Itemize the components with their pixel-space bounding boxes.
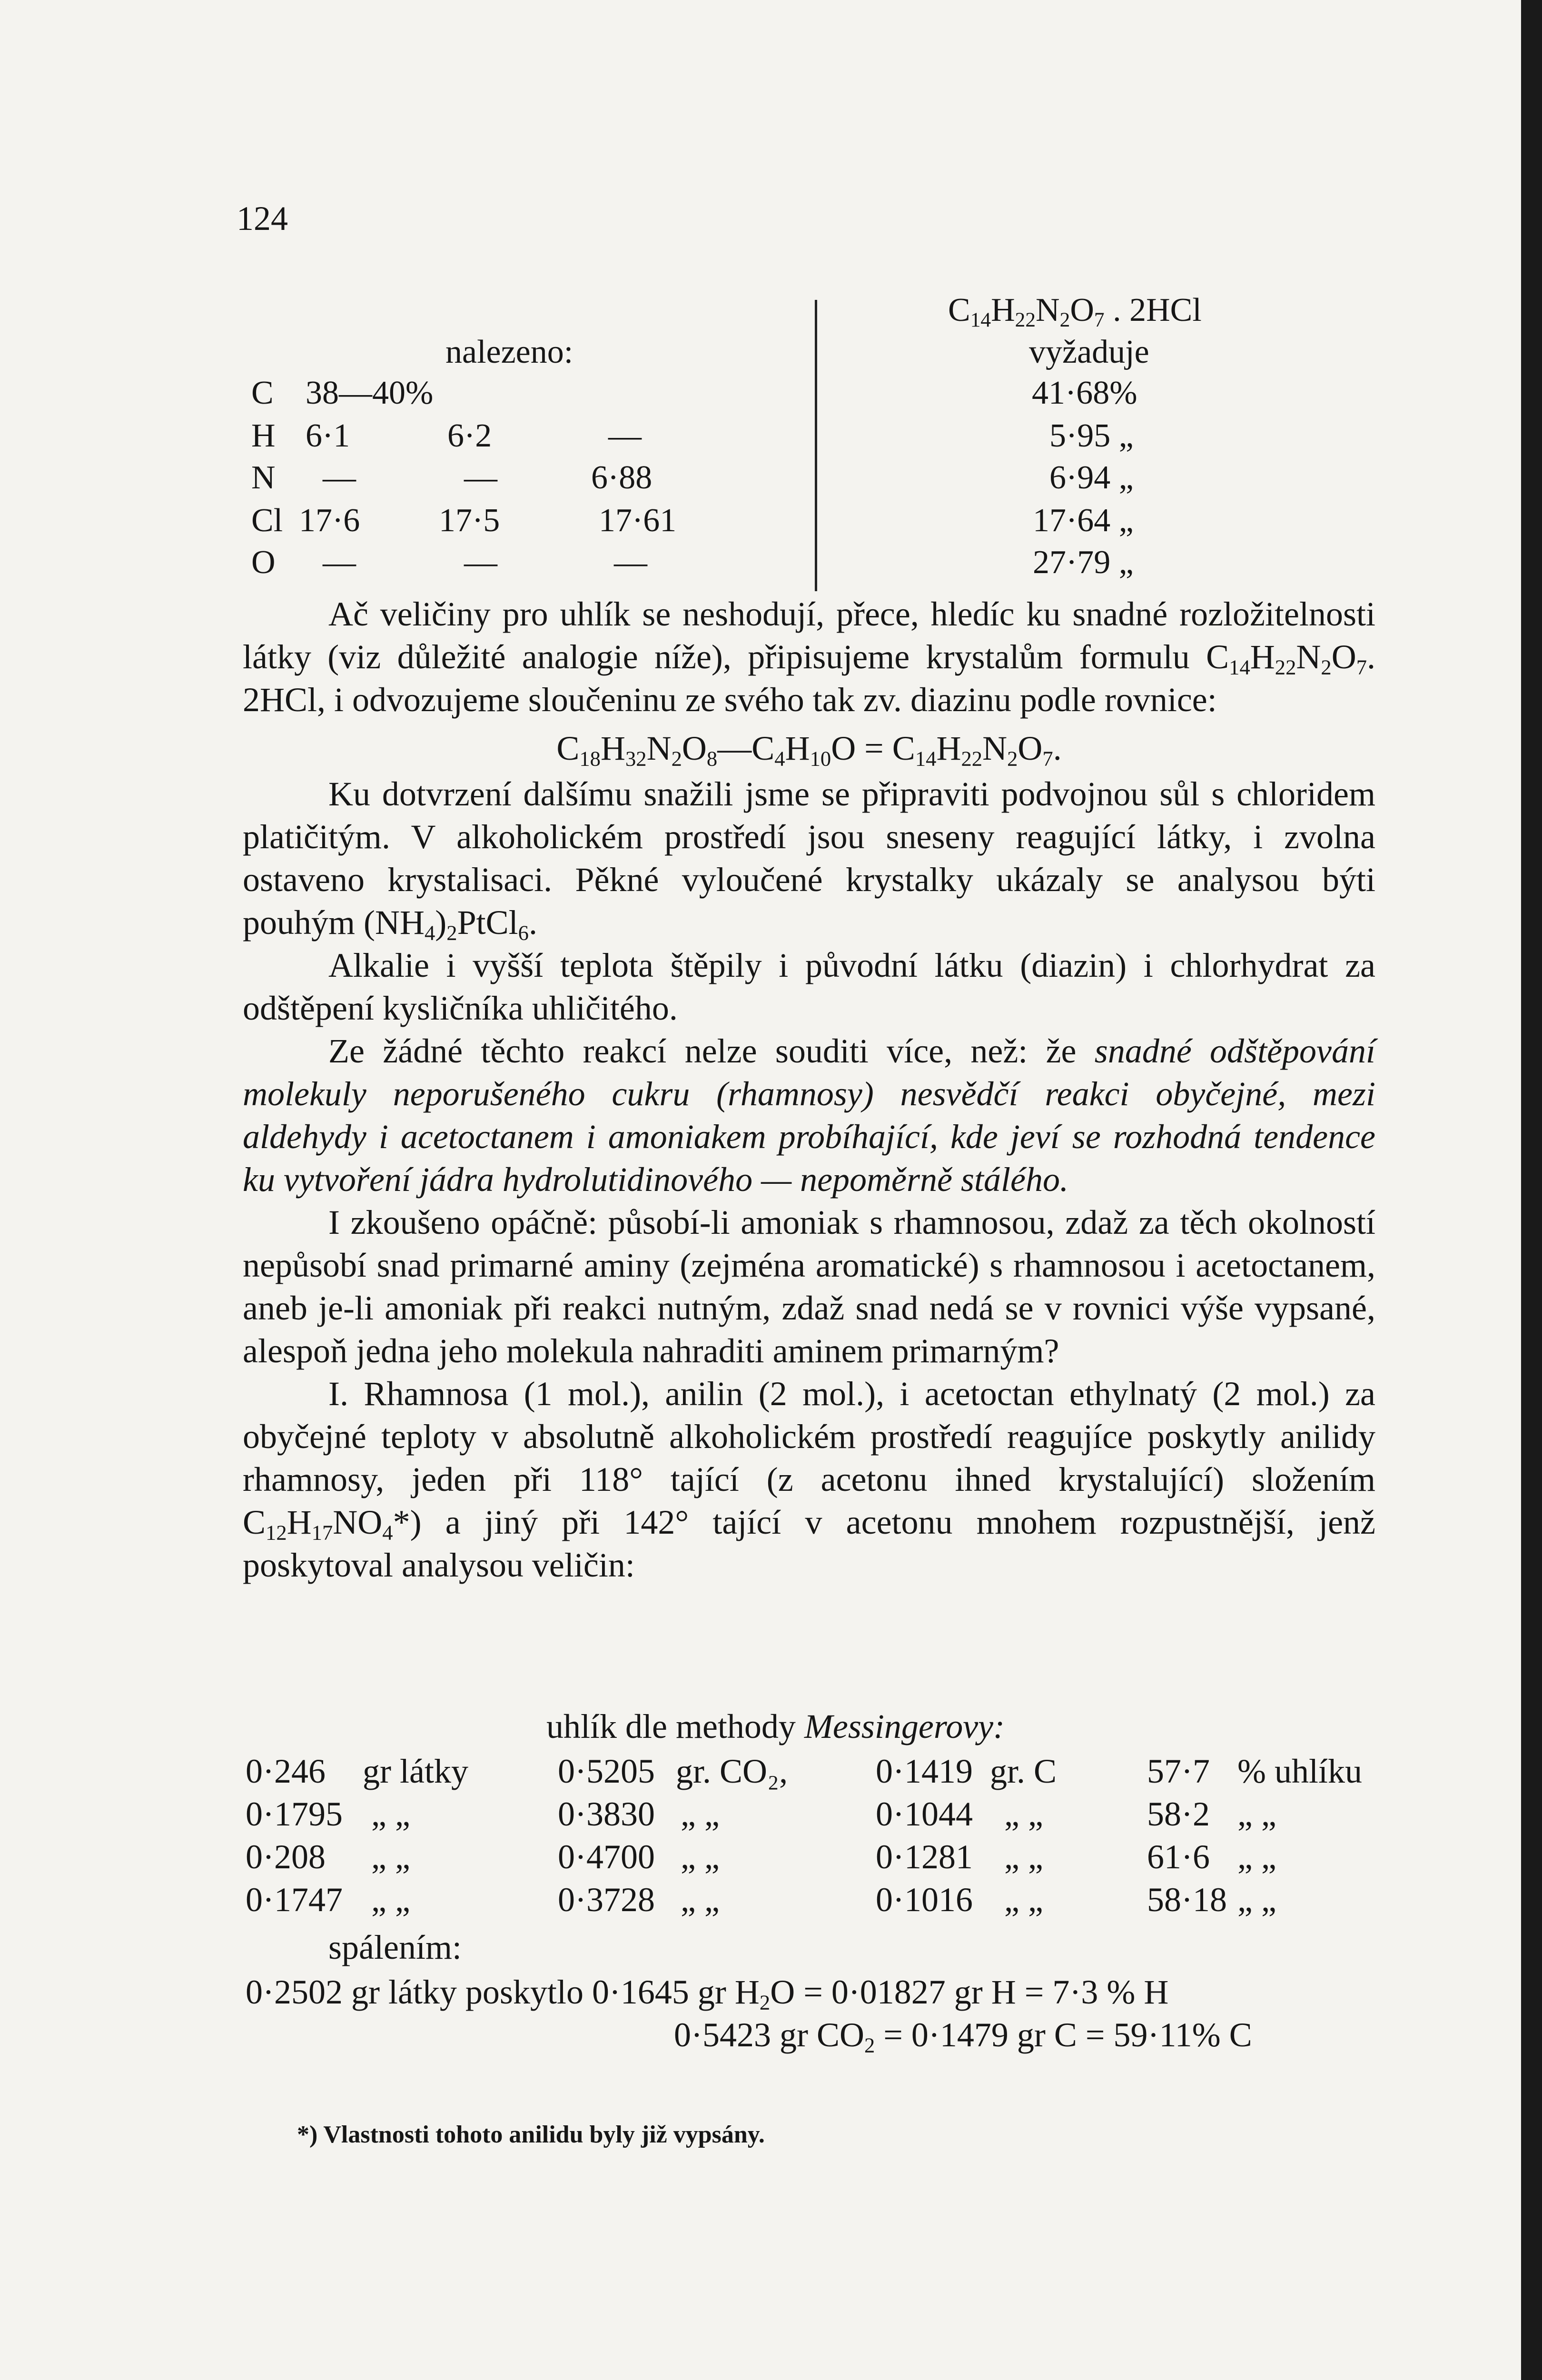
paragraph: Ač veličiny pro uhlík se neshodují, přece, hledíc ku snadné rozložitelnosti látky (viz důležité analogie níže), připisujeme krystalům formulu $C_{14}H_{22}N_2O_7$. 2HCl, i odvozujeme sloučeninu ze svého tak zv. diazinu podle rovnice: xyxy=(243,595,1375,719)
required-formula: $C_{14}H_{22}N_2O_7$ . 2HCl xyxy=(948,292,1202,332)
paragraph: Alkalie i vyšší teplota štěpily i původní látku (diazin) i chlorhydrat za odštěpení kysličníka uhličitého. xyxy=(243,946,1375,1027)
paragraph: Ku dotvrzení dalšímu snažili jsme se připraviti podvojnou sůl s chloridem platičitým. V alkoholickém prostředí jsou sneseny reagující látky, i zvolna ostaveno krystalisaci. Pěkné vyloučené krystalky ukázaly se analysou býti pouhým $(NH_4)_2PtCl_6$. xyxy=(243,775,1375,945)
required-label: vyžaduje xyxy=(1029,334,1149,370)
combustion-line: 0·5423 gr $CO_2 = 0\cdot 1479$ gr C = 59·11% C xyxy=(674,2016,1252,2057)
paragraph: Ze žádné těchto reakcí nelze souditi více, než: že snadné odštěpování molekuly neporušeného cukru (rhamnosy) nesvědčí reakci obyčejné, mezi aldehydy i acetoctanem i amoniakem probíhající, kde jeví se rozhodná tendence ku vytvoření jádra hydrolutidinového — nepoměrně stálého. xyxy=(243,1032,1375,1199)
combustion-label: spálením: xyxy=(328,1928,462,1966)
emphasis: snadné odštěpování molekuly neporušeného cukru (rhamnosy) nesvědčí reakci obyčejné, mezi aldehydy i acetoctanem i amoniakem probíhající, kde jeví se rozhodná tendence ku vytvoření jádra hydrolutidinového — nepoměrně stálého. xyxy=(243,1032,1375,1199)
scan-edge xyxy=(1521,0,1542,2380)
paragraph: I zkoušeno opáčně: působí-li amoniak s rhamnosou, zdaž za těch okolností nepůsobí snad primarné aminy (zejména aromatické) s rhamnosou i acetoctanem, aneb je-li amoniak při reakci nutným, zdaž snad nedá se v rovnici výše vypsané, alespoň jedna jeho molekula nahraditi aminem primarným? xyxy=(243,1203,1375,1370)
footnote: *) Vlastnosti tohoto anilidu byly již vypsány. xyxy=(297,2121,765,2148)
combustion-line: 0·2502 gr látky poskytlo 0·1645 gr $H_2O = 0\cdot 01827$ gr H = 7·3 % H xyxy=(246,1973,1169,2014)
table-divider xyxy=(815,300,817,591)
found-label: nalezeno: xyxy=(445,334,573,370)
main-text xyxy=(243,593,1375,1587)
page-number: 124 xyxy=(237,199,288,238)
equation: $C_{18}H_{32}N_2O_8—C_4H_{10}O = C_{14}H_{22}N_2O_7$. xyxy=(556,729,1062,771)
messinger-caption: uhlík dle methody Messingerovy: xyxy=(546,1707,1005,1745)
paragraph: I. Rhamnosa (1 mol.), anilin (2 mol.), i acetoctan ethylnatý (2 mol.) za obyčejné teploty v absolutně alkoholickém prostředí reagujíce poskytly anilidy rhamnosy, jeden při 118° tající (z acetonu ihned krystalující) složením $C_{12}H_{17}NO_4*$) a jiný při 142° tající v acetonu mnohem rozpustnější, jenž poskytoval analysou veličin: xyxy=(243,1375,1375,1584)
